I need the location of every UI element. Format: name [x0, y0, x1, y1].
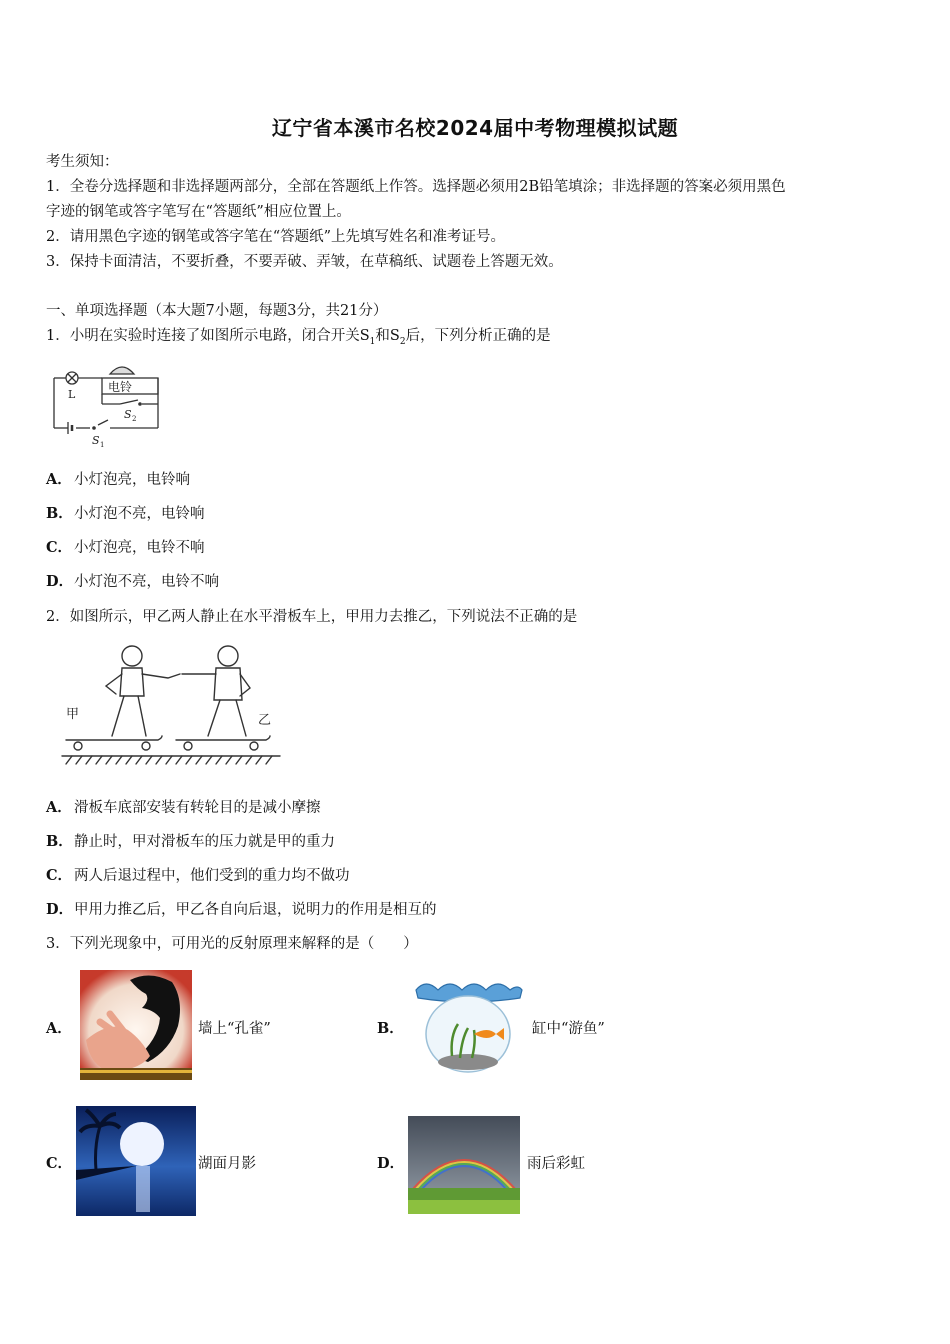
- circuit-diagram: [50, 362, 165, 452]
- question-3-option-a-letter[interactable]: A．: [46, 1020, 72, 1037]
- notice-item: 字迹的钢笔或答字笔写在“答题纸”相应位置上。: [46, 204, 351, 220]
- question-2-option[interactable]: B．静止时，甲对滑板车的压力就是甲的重力: [46, 833, 335, 850]
- question-2-option[interactable]: C． 两人后退过程中，他们受到的重力均不做功: [46, 867, 350, 884]
- question-3-option-b-letter[interactable]: B．: [377, 1020, 404, 1037]
- circuit-label-s1-sub: 1: [100, 441, 105, 449]
- notice-item: 2．请用黑色字迹的钢笔或答字笔在“答题纸”上先填写姓名和准考证号。: [46, 229, 506, 245]
- notice-item: 1．全卷分选择题和非选择题两部分，全部在答题纸上作答。选择题必须用2B铅笔填涂；非选择题的答案必须用黑色: [46, 179, 786, 195]
- question-2-option[interactable]: D．甲用力推乙后，甲乙各自向后退，说明力的作用是相互的: [46, 901, 437, 918]
- notice-heading: 考生须知：: [46, 154, 119, 170]
- figure-label-yi: 乙: [258, 713, 272, 728]
- question-1-option[interactable]: A． 小灯泡亮，电铃响: [46, 471, 190, 488]
- question-1-option[interactable]: B．小灯泡不亮，电铃响: [46, 505, 205, 522]
- circuit-label-s1: S: [92, 434, 100, 447]
- question-3-option-c-letter[interactable]: C．: [46, 1155, 73, 1172]
- page-title: 辽宁省本溪市名校2024届中考物理模拟试题: [271, 116, 679, 140]
- question-2-option[interactable]: A． 滑板车底部安装有转轮目的是减小摩擦: [46, 799, 321, 816]
- circuit-label-s2-sub: 2: [132, 415, 137, 423]
- question-1-stem: 1．小明在实验时连接了如图所示电路，闭合开关$S_1$和$S_2$后，下列分析正确的是: [46, 328, 551, 347]
- question-3-option-d-letter[interactable]: D．: [377, 1155, 405, 1172]
- question-3-option-c-caption: 湖面月影: [198, 1156, 256, 1172]
- circuit-label-lamp: L: [68, 388, 76, 401]
- question-1-option[interactable]: C． 小灯泡亮，电铃不响: [46, 539, 205, 556]
- figure-label-jia: 甲: [66, 707, 80, 722]
- notice-item: 3．保持卡面清洁，不要折叠，不要弄破、弄皱，在草稿纸、试题卷上答题无效。: [46, 254, 563, 270]
- circuit-label-s2: S: [124, 408, 132, 421]
- question-3-option-d-caption: 雨后彩虹: [527, 1156, 585, 1172]
- question-2-stem: 2．如图所示，甲乙两人静止在水平滑板车上，甲用力去推乙，下列说法不正确的是: [46, 609, 578, 625]
- fish-bowl-image[interactable]: [412, 976, 524, 1080]
- circuit-label-bell: 电铃: [108, 380, 133, 394]
- skateboard-figure: [58, 638, 286, 768]
- shadow-peacock-image[interactable]: [80, 970, 192, 1080]
- question-3-option-b-caption: 缸中“游鱼”: [532, 1021, 605, 1037]
- question-3-option-a-caption: 墙上“孔雀”: [198, 1021, 271, 1037]
- question-3-stem: 3．下列光现象中，可用光的反射原理来解释的是（ ）: [46, 936, 418, 952]
- rainbow-image[interactable]: [408, 1116, 520, 1214]
- question-1-option[interactable]: D．小灯泡不亮，电铃不响: [46, 573, 219, 590]
- lake-moon-image[interactable]: [76, 1106, 196, 1216]
- section-heading: 一、单项选择题（本大题7小题，每题3分，共21分）: [46, 303, 388, 319]
